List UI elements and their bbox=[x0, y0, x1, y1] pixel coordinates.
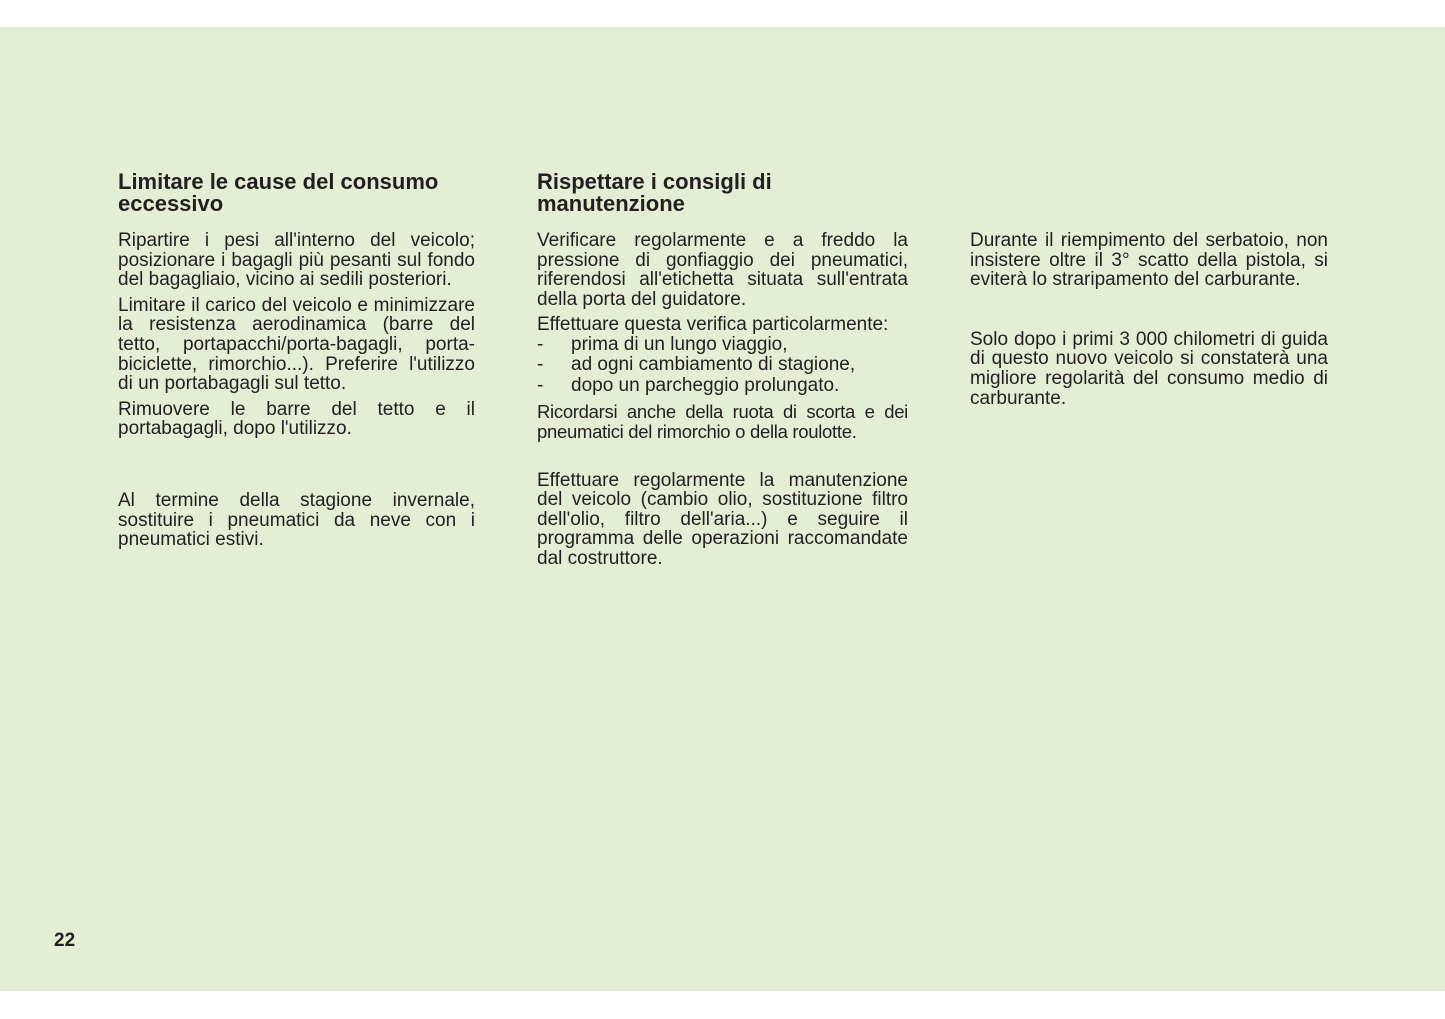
paragraph-limitare-carico: Limitare il carico del veicolo e minimizzare la resistenza aerodinamica (barre del tetto, portapacchi/porta-bagagli, porta-biciclette, rimorchio...). Preferire l'utilizzo di un portabagagli sul tetto. bbox=[118, 294, 475, 395]
manual-page bbox=[0, 27, 1445, 991]
paragraph-rimuovere-barre: Rimuovere le barre del tetto e il portabagagli, dopo l'utilizzo. bbox=[118, 398, 475, 440]
paragraph-ruota-scorta: Ricordarsi anche della ruota di scorta e dei pneumatici del rimorchio o della roulotte. bbox=[537, 401, 908, 443]
paragraph-riempimento-serbatoio: Durante il riempimento del serbatoio, non insistere oltre il 3° scatto della pistola, si eviterà lo straripamento del carburante. bbox=[970, 230, 1328, 291]
paragraph-ripartire-pesi: Ripartire i pesi all'interno del veicolo; posizionare i bagagli più pesanti sul fondo del bagagliaio, vicino ai sedili posteriori. bbox=[118, 230, 475, 291]
column-consumo bbox=[118, 171, 475, 556]
page-number: 22 bbox=[54, 930, 76, 951]
verification-list bbox=[537, 335, 908, 397]
list-item: - prima di un lungo viaggio, bbox=[537, 333, 788, 355]
heading-rispettare-consigli: Rispettare i consigli di manutenzione bbox=[537, 169, 772, 216]
column-manutenzione bbox=[537, 171, 908, 575]
list-item: - dopo un parcheggio prolungato. bbox=[537, 374, 840, 396]
column-carburante bbox=[970, 171, 1328, 414]
paragraph-effettuare-verifica: Effettuare questa verifica particolarmente: bbox=[537, 314, 889, 336]
paragraph-manutenzione-veicolo: Effettuare regolarmente la manutenzione del veicolo (cambio olio, sostituzione filtro dell'olio, filtro dell'aria...) e seguire il programma delle operazioni raccomandate dal costruttore. bbox=[537, 469, 908, 570]
paragraph-primi-chilometri: Solo dopo i primi 3 000 chilometri di guida di questo nuovo veicolo si constaterà una migliore regolarità del consumo medio di carburante. bbox=[970, 328, 1328, 409]
list-item: - ad ogni cambiamento di stagione, bbox=[537, 354, 856, 376]
paragraph-stagione-invernale: Al termine della stagione invernale, sostituire i pneumatici da neve con i pneumatici estivi. bbox=[118, 489, 475, 551]
heading-limitare-cause: Limitare le cause del consumo eccessivo bbox=[118, 169, 439, 216]
paragraph-verificare-pressione: Verificare regolarmente e a freddo la pressione di gonfiaggio dei pneumatici, riferendosi all'etichetta situata sull'entrata della porta del guidatore. bbox=[537, 230, 908, 310]
